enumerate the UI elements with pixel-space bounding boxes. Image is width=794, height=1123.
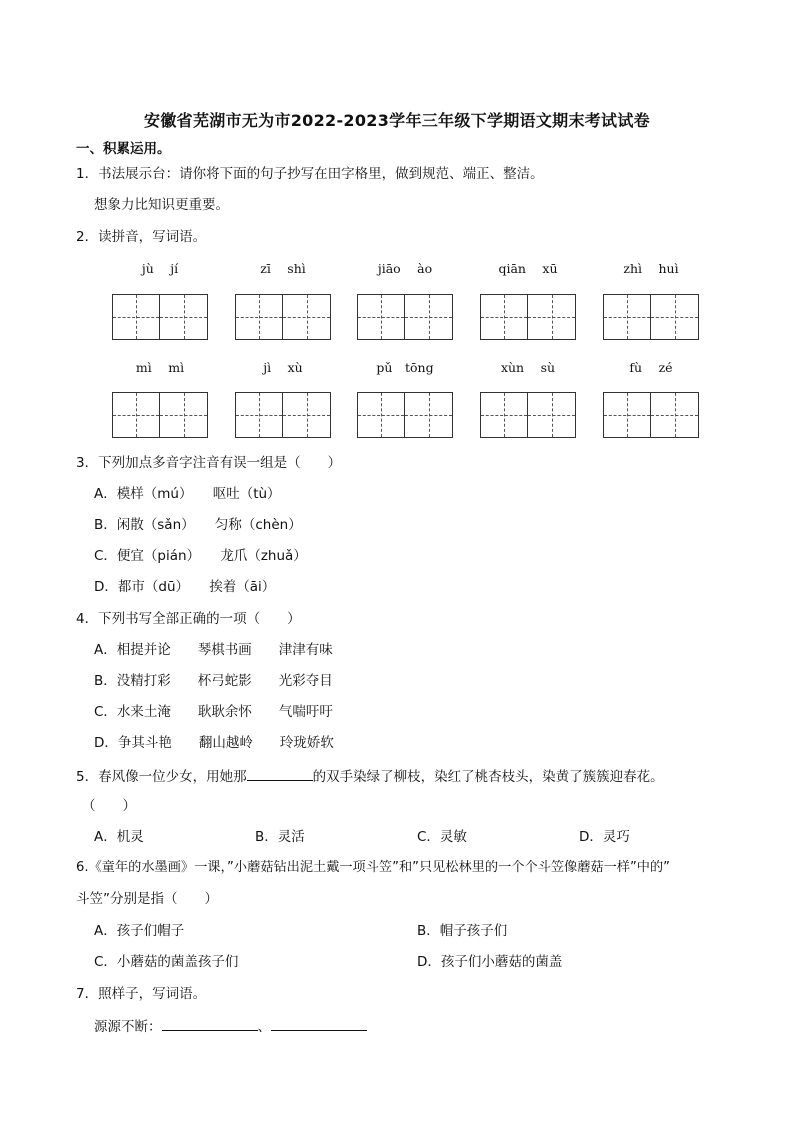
pinyin-label: fù zé <box>629 360 673 375</box>
pinyin-label: pǔ tōng <box>376 360 434 375</box>
q6-option[interactable]: B．帽子孩子们 <box>417 923 508 939</box>
tianzige-grid[interactable] <box>235 294 331 340</box>
pinyin-label: zī shì <box>260 261 306 276</box>
answer-paren: （ ） <box>82 798 136 814</box>
answer-blank[interactable] <box>247 766 313 781</box>
q5-stem-after: 的双手染绿了柳枝，染红了桃杏枝头，染黄了簇簇迎春花。 <box>312 769 664 785</box>
q7-separator: 、 <box>257 1019 271 1035</box>
q6-option[interactable]: D．孩子们小蘑菇的菌盖 <box>417 954 563 970</box>
q7-example-word: 源源不断： <box>94 1019 162 1035</box>
q6-stem-line1: 6.《童年的水墨画》一课，”小蘑菇钻出泥土戴一项斗笠”和”只见松林里的一个个斗笠像蘑菇一样”中的” <box>76 860 671 875</box>
q5-stem <box>76 766 664 786</box>
q7-example <box>94 1016 367 1036</box>
q5-option[interactable]: C．灵敏 <box>417 829 467 845</box>
tianzige-grid[interactable] <box>357 392 453 438</box>
q4-option[interactable]: C．水来土淹 耿耿余怀 气喘吁吁 <box>94 704 333 720</box>
q5-option[interactable]: D．灵巧 <box>579 829 630 845</box>
tianzige-grid[interactable] <box>112 294 208 340</box>
q4-option[interactable]: D．争其斗艳 翻山越岭 玲珑娇软 <box>94 735 334 751</box>
tianzige-grid[interactable] <box>357 294 453 340</box>
q1-sentence: 想象力比知识更重要。 <box>94 197 229 213</box>
q4-option[interactable]: B．没精打彩 杯弓蛇影 光彩夺目 <box>94 673 333 689</box>
q2-stem: 2．读拼音，写词语。 <box>76 229 207 245</box>
q6-option[interactable]: A．孩子们帽子 <box>94 923 185 939</box>
tianzige-grid[interactable] <box>480 392 576 438</box>
tianzige-grid[interactable] <box>112 392 208 438</box>
tianzige-grid[interactable] <box>603 294 699 340</box>
q3-stem: 3．下列加点多音字注音有误一组是（ ） <box>76 455 342 471</box>
q3-option[interactable]: A．模样（mú） 呕吐（tù） <box>94 486 281 502</box>
q3-option[interactable]: D．都市（dū） 挨着（āi） <box>94 579 276 595</box>
tianzige-grid[interactable] <box>480 294 576 340</box>
q5-stem-before: 5．春风像一位少女，用她那 <box>76 769 247 785</box>
pinyin-label: mì mì <box>135 360 185 375</box>
q5-option[interactable]: B．灵活 <box>255 829 305 845</box>
answer-blank[interactable] <box>162 1016 258 1031</box>
q6-stem-line2: 斗笠”分别是指（ ） <box>76 891 218 907</box>
q5-option[interactable]: A．机灵 <box>94 829 144 845</box>
q4-option[interactable]: A．相提并论 琴棋书画 津津有味 <box>94 642 333 658</box>
pinyin-label: jì xù <box>263 360 303 375</box>
section-heading: 一、积累运用。 <box>76 141 171 157</box>
tianzige-grid[interactable] <box>235 392 331 438</box>
pinyin-label: xùn sù <box>500 360 556 375</box>
q7-stem: 7．照样子，写词语。 <box>76 986 207 1002</box>
pinyin-label: jù jí <box>141 261 179 276</box>
q3-option[interactable]: B．闲散（sǎn） 匀称（chèn） <box>94 517 302 533</box>
q1-stem: 1．书法展示台：请你将下面的句子抄写在田字格里，做到规范、端正、整洁。 <box>76 166 544 182</box>
exam-title: 安徽省芜湖市无为市2022-2023学年三年级下学期语文期末考试试卷 <box>144 111 650 130</box>
q4-stem: 4．下列书写全部正确的一项（ ） <box>76 611 301 627</box>
pinyin-label: qiān xū <box>498 261 558 276</box>
q3-option[interactable]: C．便宜（pián） 龙爪（zhuǎ） <box>94 548 307 564</box>
q6-option[interactable]: C．小蘑菇的菌盖孩子们 <box>94 954 239 970</box>
pinyin-label: zhì huì <box>623 261 679 276</box>
pinyin-label: jiāo ào <box>377 261 433 276</box>
answer-blank[interactable] <box>271 1016 367 1031</box>
tianzige-grid[interactable] <box>603 392 699 438</box>
